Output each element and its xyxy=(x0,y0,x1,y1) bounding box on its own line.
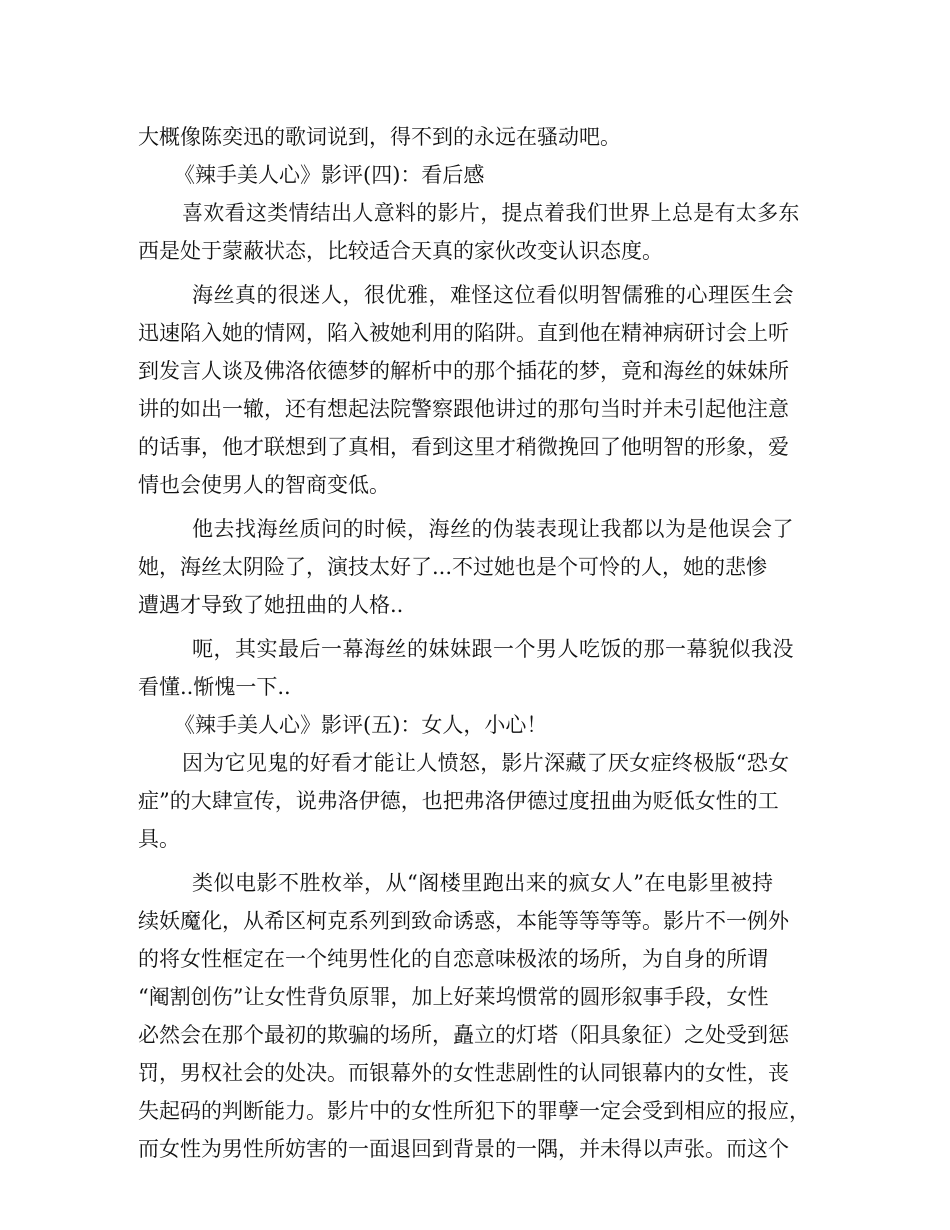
text-line: 具。 xyxy=(138,827,180,851)
text-line: 喜欢看这类情结出人意料的影片，提点着我们世界上总是有太多东 xyxy=(182,201,800,225)
text-line: 海丝真的很迷人，很优雅，难怪这位看似明智儒雅的心理医生会 xyxy=(192,283,794,307)
text-line: 看懂..惭愧一下.. xyxy=(138,675,291,699)
text-line: 迅速陷入她的情网，陷入被她利用的陷阱。直到他在精神病研讨会上听 xyxy=(138,321,789,345)
document-body xyxy=(138,118,828,1168)
text-line: 症”的大肆宣传，说弗洛伊德，也把弗洛伊德过度扭曲为贬低女性的工 xyxy=(138,789,779,813)
text-line: 《辣手美人心》影评(四)：看后感 xyxy=(174,163,485,187)
text-line: 续妖魔化，从希区柯克系列到致命诱惑，本能等等等等。影片不一例外 xyxy=(138,909,789,933)
text-line: 他去找海丝质问的时候，海丝的伪装表现让我都以为是他误会了 xyxy=(192,517,794,541)
text-line: 因为它见鬼的好看才能让人愤怒，影片深藏了厌女症终极版“恐女 xyxy=(182,751,790,775)
text-line: 的话事，他才联想到了真相，看到这里才稍微挽回了他明智的形象，爱 xyxy=(138,435,789,459)
text-line: 西是处于蒙蔽状态，比较适合天真的家伙改变认识态度。 xyxy=(138,239,663,263)
text-line: 的将女性框定在一个纯男性化的自恋意味极浓的场所，为自身的所谓 xyxy=(138,947,768,971)
text-line: 讲的如出一辙，还有想起法院警察跟他讲过的那句当时并未引起他注意 xyxy=(138,397,789,421)
text-line: 情也会使男人的智商变低。 xyxy=(138,473,390,497)
text-line: 必然会在那个最初的欺骗的场所，矗立的灯塔（阳具象征）之处受到惩 xyxy=(138,1023,789,1047)
text-line: 她，海丝太阴险了，演技太好了...不过她也是个可怜的人，她的悲惨 xyxy=(138,555,768,579)
text-line: 类似电影不胜枚举，从“阁楼里跑出来的疯女人”在电影里被持 xyxy=(192,871,774,895)
text-line: 遭遇才导致了她扭曲的人格.. xyxy=(138,593,404,617)
text-line: 《辣手美人心》影评(五)：女人，小心！ xyxy=(174,713,548,737)
text-line: 罚，男权社会的处决。而银幕外的女性悲剧性的认同银幕内的女性，丧 xyxy=(138,1061,789,1085)
text-line: “阉割创伤”让女性背负原罪，加上好莱坞惯常的圆形叙事手段，女性 xyxy=(138,985,769,1009)
text-line: 到发言人谈及佛洛依德梦的解析中的那个插花的梦，竟和海丝的妹妹所 xyxy=(138,359,789,383)
text-line: 失起码的判断能力。影片中的女性所犯下的罪孽一定会受到相应的报应， xyxy=(138,1099,810,1123)
text-line: 呃，其实最后一幕海丝的妹妹跟一个男人吃饭的那一幕貌似我没 xyxy=(192,637,794,661)
text-line: 大概像陈奕迅的歌词说到，得不到的永远在骚动吧。 xyxy=(138,125,621,149)
text-line: 而女性为男性所妨害的一面退回到背景的一隅，并未得以声张。而这个 xyxy=(138,1137,789,1161)
